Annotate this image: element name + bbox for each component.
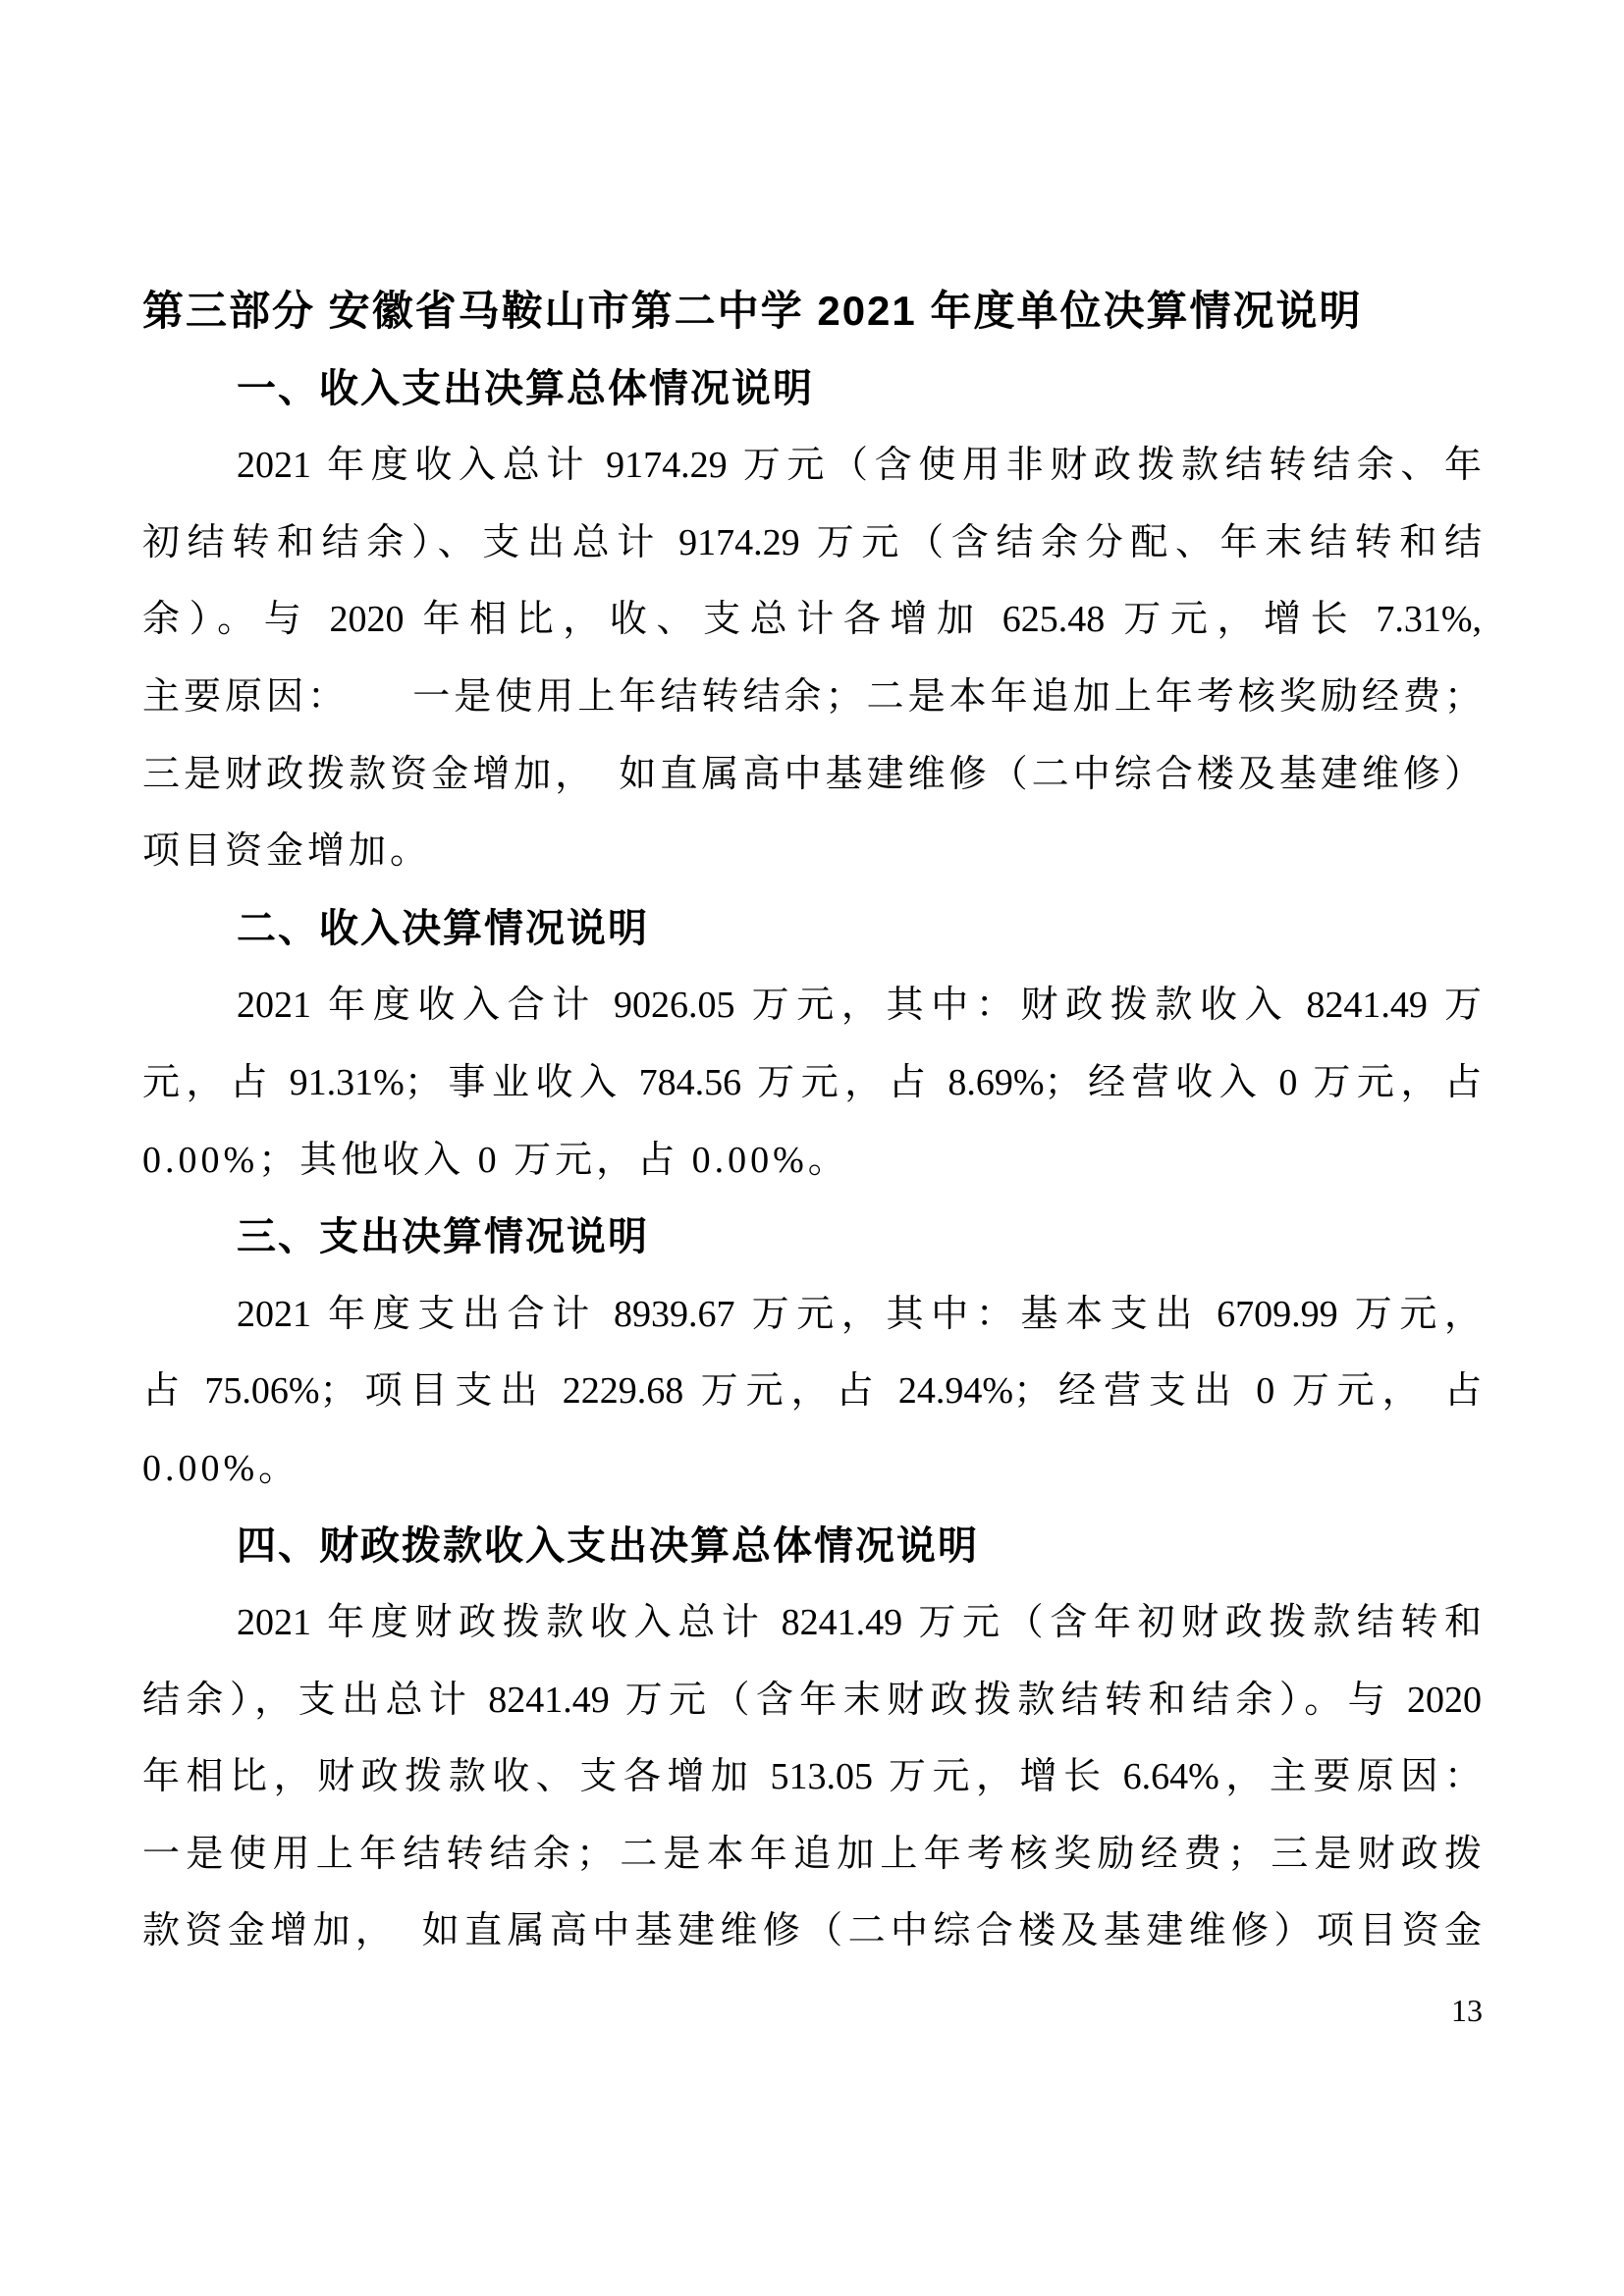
paragraph-line: 占 75.06%；项目支出 2229.68 万元，占 24.94%；经营支出 0 万元， 占	[142, 1370, 1482, 1413]
paragraph-line: 元，占 91.31%；事业收入 784.56 万元，占 8.69%；经营收入 0 万元，占	[142, 1061, 1482, 1103]
paragraph-line: 初结转和结余）、支出总计 9174.29 万元（含结余分配、年末结转和结	[142, 521, 1482, 563]
paragraph-line: 余）。与 2020 年相比，收、支总计各增加 625.48 万元，增长 7.31%,	[142, 599, 1482, 641]
paragraph-line: 2021 年度财政拨款收入总计 8241.49 万元（含年初财政拨款结转和	[237, 1602, 1482, 1644]
page-number: 13	[1451, 1993, 1483, 2028]
section-heading-4: 四、财政拨款收入支出决算总体情况说明	[237, 1523, 979, 1568]
paragraph-line: 结余），支出总计 8241.49 万元（含年末财政拨款结转和结余）。与 2020	[142, 1679, 1482, 1721]
paragraph-line: 0.00%；其他收入 0 万元，占 0.00%。	[142, 1139, 849, 1181]
section-heading-1: 一、收入支出决算总体情况说明	[237, 366, 814, 410]
paragraph-line: 款资金增加， 如直属高中基建维修（二中综合楼及基建维修）项目资金	[142, 1910, 1482, 1952]
paragraph-line: 2021 年度收入合计 9026.05 万元，其中：财政拨款收入 8241.49 万	[237, 985, 1482, 1027]
paragraph-line: 三是财政拨款资金增加， 如直属高中基建维修（二中综合楼及基建维修）	[142, 753, 1482, 795]
paragraph-line: 主要原因： 一是使用上年结转结余；二是本年追加上年考核奖励经费；	[142, 675, 1482, 718]
section-heading-2: 二、收入决算情况说明	[237, 906, 649, 950]
page-content	[142, 273, 1482, 1970]
paragraph-line: 2021 年度支出合计 8939.67 万元，其中：基本支出 6709.99 万元，	[237, 1293, 1482, 1335]
paragraph-line: 项目资金增加。	[142, 830, 432, 873]
paragraph-line: 年相比，财政拨款收、支各增加 513.05 万元，增长 6.64%，主要原因：	[142, 1756, 1482, 1798]
section-heading-3: 三、支出决算情况说明	[237, 1215, 649, 1259]
paragraph-line: 0.00%。	[142, 1447, 300, 1489]
paragraph-line: 2021 年度收入总计 9174.29 万元（含使用非财政拨款结转结余、年	[237, 445, 1482, 487]
document-title: 第三部分 安徽省马鞍山市第二中学 2021 年度单位决算情况说明	[142, 288, 1363, 334]
document-body	[142, 350, 1482, 1970]
paragraph-line: 一是使用上年结转结余；二是本年追加上年考核奖励经费；三是财政拨	[142, 1833, 1482, 1875]
